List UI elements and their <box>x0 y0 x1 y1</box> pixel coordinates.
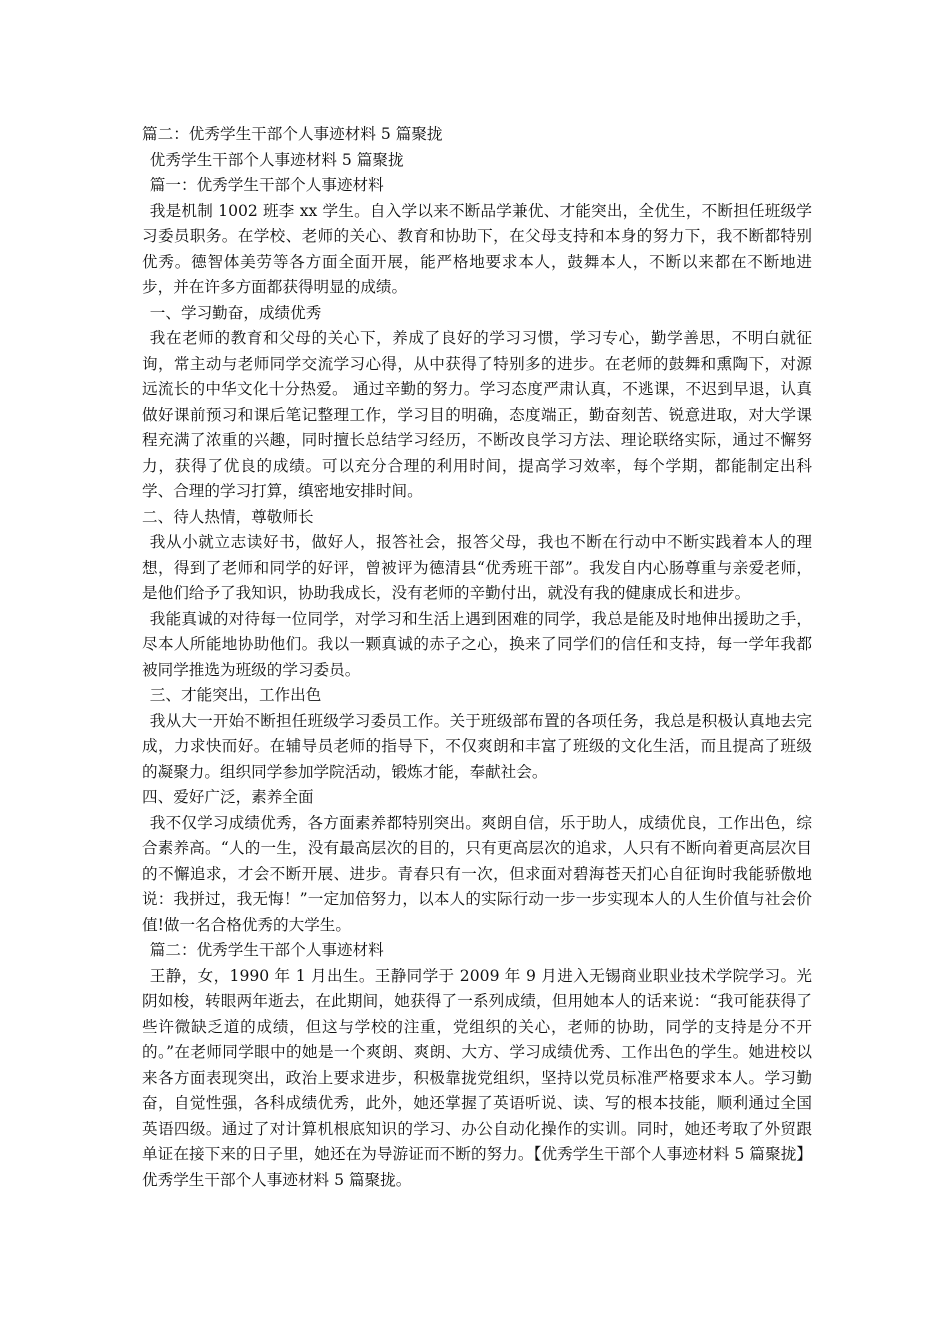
wangjing-paragraph: 王静，女，1990 年 1 月出生。王静同学于 2009 年 9 月进入无锡商业职业技术学院学习。光阴如梭，转眼两年逝去，在此期间，她获得了一系列成绩，但用她本人的话来说：“我可能获得了些许微缺乏道的成绩，但这与学校的注重，党组织的关心，老师的协助，同学的支持是分不开的。”在老师同学眼中的她是一个爽朗、爽朗、大方、学习成绩优秀、工作出色的学生。她进校以来各方面表现突出，政治上要求进步，积极靠拢党组织，坚持以党员标准严格要求本人。学习勤奋，自觉性强，各科成绩优秀，此外，她还掌握了英语听说、读、写的根本技能，顺利通过全国英语四级。通过了对计算机根底知识的学习、办公自动化操作的实训。同时，她还考取了外贸跟单证在接下来的日子里，她还在为导游证而不断的努力。【优秀学生干部个人事迹材料 5 篇聚拢】优秀学生干部个人事迹材料 5 篇聚拢。 <box>142 966 812 1189</box>
respect-paragraph-1: 我从小就立志读好书，做好人，报答社会，报答父母，我也不断在行动中不断实践着本人的理想，得到了老师和同学的好评，曾被评为德清县“优秀班干部”。我发自内心肠尊重与亲爱老师，是他们给予了我知识，协助我成长，没有老师的辛勤付出，就没有我的健康成长和进步。 <box>142 533 812 602</box>
hobbies-paragraph: 我不仅学习成绩优秀，各方面素养都特别突出。爽朗自信，乐于助人，成绩优良，工作出色，综合素养高。“人的一生，没有最高层次的目的，只有更高层次的追求，人只有不断向着更高层次目的不懈追求，才会不断开展、进步。青春只有一次，但求面对碧海苍天扪心自征询时我能骄傲地说：我拼过，我无悔！”一定加倍努力，以本人的实际行动一步一步实现本人的人生价值与社会价值!做一名合格优秀的大学生。 <box>142 813 812 934</box>
section-heading-study: 一、学习勤奋，成绩优秀 <box>149 303 322 322</box>
section-heading-ability: 三、才能突出，工作出色 <box>149 686 322 704</box>
heading-part-two-b: 篇二：优秀学生干部个人事迹材料 <box>149 941 384 959</box>
ability-paragraph: 我从大一开始不断担任班级学习委员工作。关于班级部布置的各项任务，我总是积极认真地去完成，力求快而好。在辅导员老师的指导下，不仅爽朗和丰富了班级的文化生活，而且提高了班级的凝聚力。组织同学参加学院活动，锻炼才能，奉献社会。 <box>142 711 812 781</box>
intro-paragraph: 我是机制 1002 班李 xx 学生。自入学以来不断品学兼优、才能突出，全优生，不断担任班级学习委员职务。在学校、老师的关心、教育和协助下，在父母支持和本身的努力下，我不断都特别优秀。德智体美劳等各方面全面开展，能严格地要求本人，鼓舞本人，不断以来都在不断地进步，并在许多方面都获得明显的成绩。 <box>142 201 812 296</box>
document-title: 优秀学生干部个人事迹材料 5 篇聚拢 <box>149 150 404 169</box>
respect-paragraph-2: 我能真诚的对待每一位同学，对学习和生活上遇到困难的同学，我总是能及时地伸出援助之手，尽本人所能地协助他们。我以一颗真诚的赤子之心，换来了同学们的信任和支持，每一学年我都被同学推选为班级的学习委员。 <box>142 609 812 679</box>
section-heading-hobbies: 四、爱好广泛，素养全面 <box>142 788 314 806</box>
heading-part-one: 篇一：优秀学生干部个人事迹材料 <box>149 176 384 194</box>
heading-part-two: 篇二：优秀学生干部个人事迹材料 5 篇聚拢 <box>142 125 443 143</box>
section-heading-respect: 二、待人热情，尊敬师长 <box>142 507 314 526</box>
study-paragraph: 我在老师的教育和父母的关心下，养成了良好的学习习惯，学习专心，勤学善思，不明白就征询，常主动与老师同学交流学习心得，从中获得了特别多的进步。在老师的鼓舞和熏陶下，对源远流长的中华文化十分热爱。 通过辛勤的努力。学习态度严肃认真，不逃课，不迟到早退，认真做好课前预习和课后笔记整理工作，学习目的明确，态度端正，勤奋刻苦、锐意进取，对大学课程充满了浓重的兴趣，同时擅长总结学习经历，不断改良学习方法、理论联络实际，通过不懈努力，获得了优良的成绩。可以充分合理的利用时间，提高学习效率，每个学期，都能制定出科学、合理的学习打算，缜密地安排时间。 <box>142 329 812 500</box>
document-page <box>142 122 812 1193</box>
